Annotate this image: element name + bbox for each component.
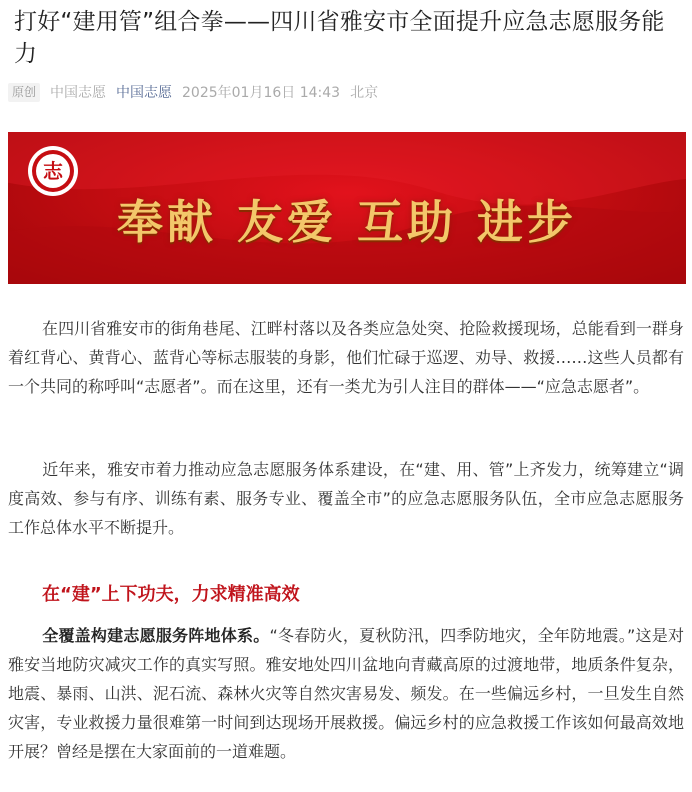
paragraph-lead: 全覆盖构建志愿服务阵地体系。 [42,626,270,645]
account-link[interactable]: 中国志愿 [116,85,173,101]
article-meta [8,82,378,102]
seal-character: 志 [43,159,63,183]
banner-slogan: 奉献 友爱 互助 进步 [116,195,578,249]
paragraph-text: “冬春防火，夏秋防汛，四季防地灾，全年防地震。”这是对雅安当地防灾减灾工作的真实写照。雅安地处四川盆地向青藏高原的过渡地带，地质条件复杂，地震、暴雨、山洪、泥石流、森林火灾等自然灾害易发、频发。在一些偏远乡村，一旦发生自然灾害，专业救援力量很难第一时间到达现场开展救援。偏远乡村的应急救援工作该如何最高效地开展？曾经是摆在大家面前的一道难题。 [8,626,684,761]
body-paragraph-3 [8,621,684,766]
paragraph-text: 近年来，雅安市着力推动应急志愿服务体系建设，在“建、用、管”上齐发力，统筹建立“调度高效、参与有序、训练有素、服务专业、覆盖全市”的应急志愿服务队伍，全市应急志愿服务工作总体水平不断提升。 [8,460,684,537]
publish-datetime: 2025年01月16日 14:43 [182,85,341,101]
banner-image [8,132,686,284]
publish-location: 北京 [350,85,379,101]
paragraph-text: 在四川省雅安市的街角巷尾、江畔村落以及各类应急处突、抢险救援现场，总能看到一群身着红背心、黄背心、蓝背心等标志服装的身影，他们忙碌于巡逻、劝导、救援……这些人员都有一个共同的称呼叫“志愿者”。而在这里，还有一类尤为引人注目的群体——“应急志愿者”。 [8,319,684,396]
original-badge: 原创 [8,83,40,102]
section-heading: 在“建”上下功夫，力求精准高效 [42,584,300,605]
body-paragraph-2 [8,455,684,542]
body-paragraph-1 [8,314,684,401]
article-title: 打好“建用管”组合拳——四川省雅安市全面提升应急志愿服务能力 [14,9,665,67]
author-name: 中国志愿 [50,85,107,101]
